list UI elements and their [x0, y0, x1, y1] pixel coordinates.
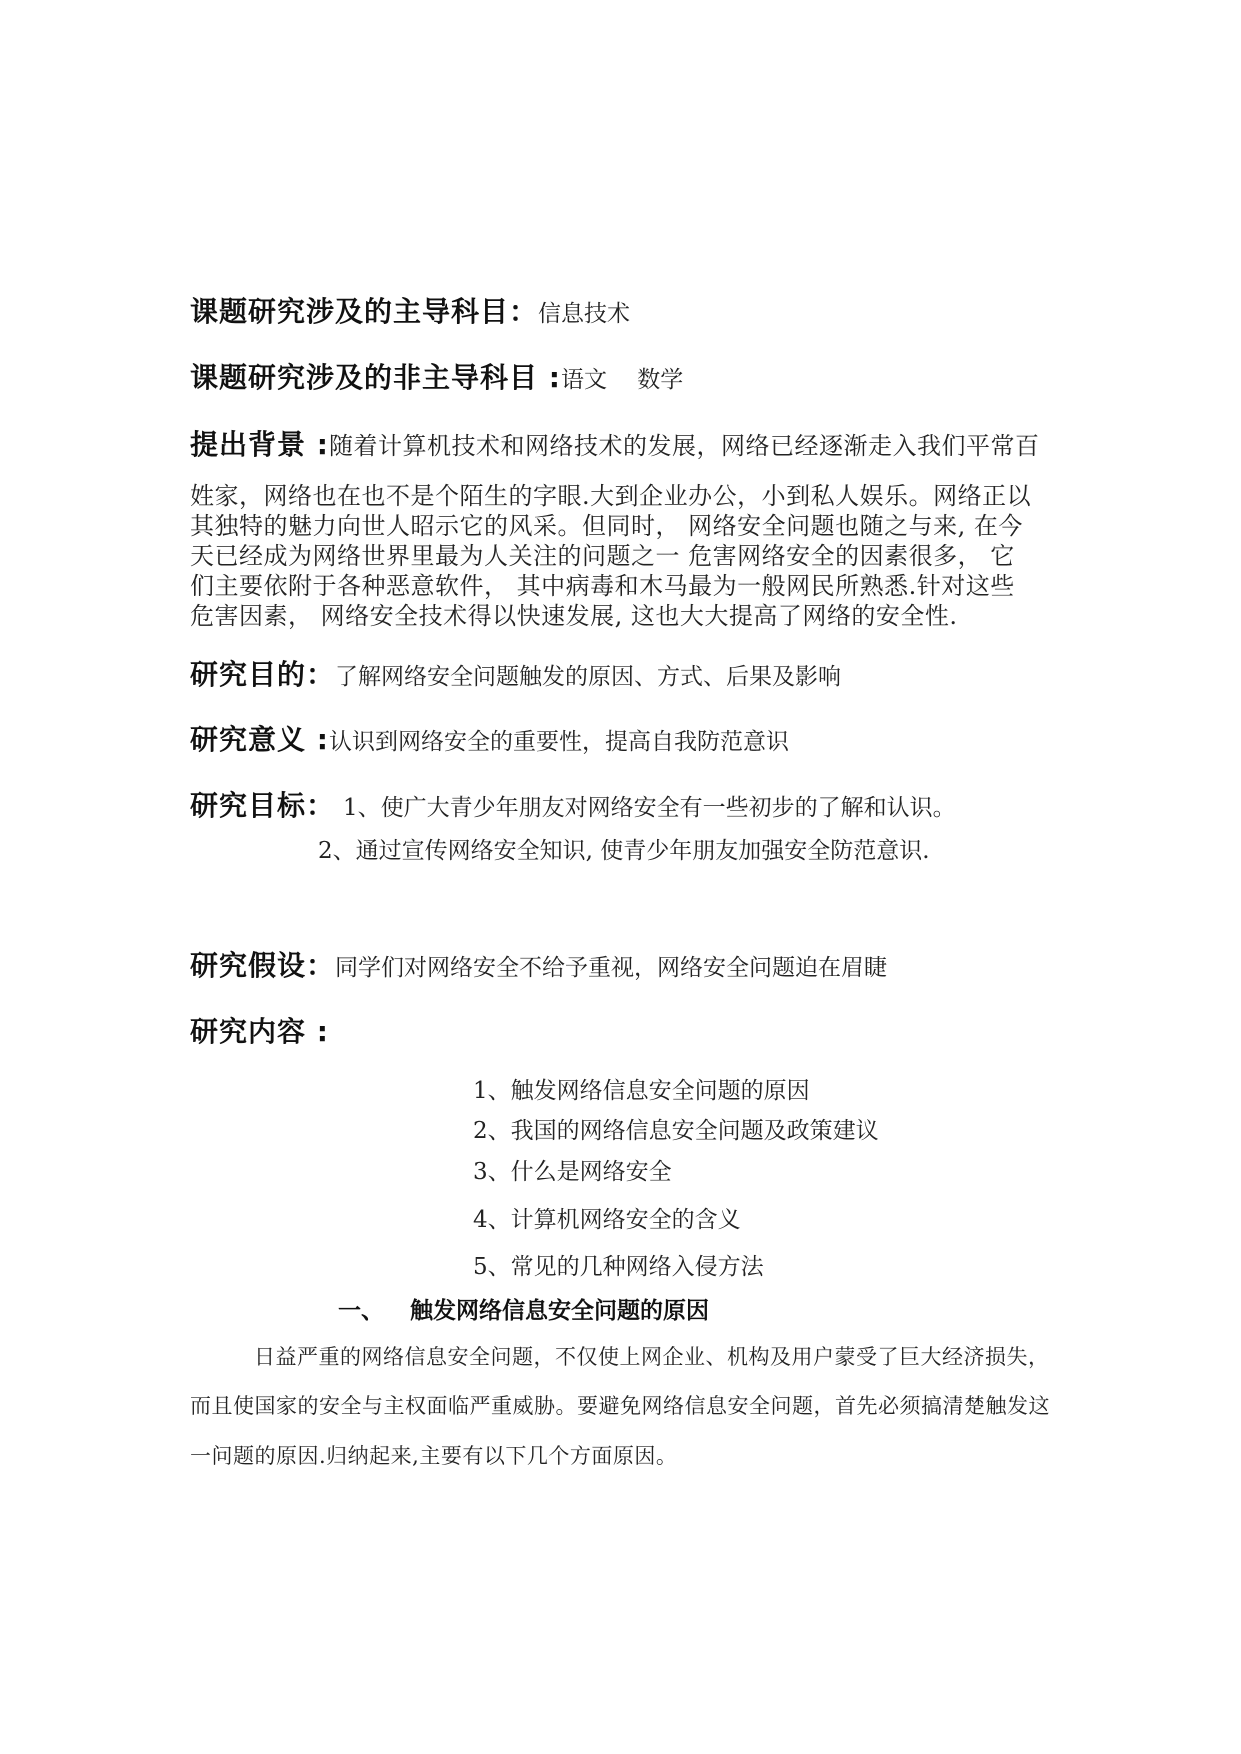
significance-label: 研究意义 :	[190, 723, 329, 756]
goal-item-1: 1、使广大青少年朋友对网络安全有一些初步的了解和认识。	[343, 795, 956, 821]
background-line-4: 天已经成为网络世界里最为人关注的问题之一 危害网络安全的因素很多， 它	[190, 542, 1015, 570]
content-item-3: 3、什么是网络安全	[473, 1159, 672, 1185]
significance-value: 认识到网络安全的重要性，提高自我防范意识	[328, 729, 789, 755]
hypothesis-value: 同学们对网络安全不给予重视，网络安全问题迫在眉睫	[335, 955, 888, 981]
section-number: 一、	[338, 1298, 384, 1324]
background-row	[190, 423, 1039, 463]
content-item-2: 2、我国的网络信息安全问题及政策建议	[473, 1118, 879, 1144]
minor-subject-label: 课题研究涉及的非主导科目 :	[190, 361, 561, 394]
background-line-3: 其独特的魅力向世人昭示它的风采。但同时， 网络安全问题也随之与来, 在今	[190, 512, 1023, 540]
goals-label: 研究目标：	[190, 789, 336, 822]
main-subject-label: 课题研究涉及的主导科目：	[190, 295, 539, 328]
section-heading	[338, 1292, 709, 1325]
minor-subject-value: 语文 数学	[560, 367, 684, 393]
section-title: 触发网络信息安全问题的原因	[410, 1298, 709, 1324]
background-line-5: 们主要依附于各种恶意软件， 其中病毒和木马最为一般网民所熟悉.针对这些	[190, 572, 1015, 600]
section-paragraph-line-1: 日益严重的网络信息安全问题，不仅使上网企业、机构及用户蒙受了巨大经济损失，	[254, 1345, 1050, 1369]
content-item-5: 5、常见的几种网络入侵方法	[473, 1254, 764, 1280]
hypothesis-label: 研究假设：	[190, 949, 336, 982]
main-subject-row	[190, 290, 630, 330]
purpose-row	[190, 653, 841, 693]
background-line-6: 危害因素， 网络安全技术得以快速发展, 这也大大提高了网络的安全性.	[190, 602, 958, 630]
goal-item-2: 2、通过宣传网络安全知识, 使青少年朋友加强安全防范意识.	[318, 838, 930, 864]
main-subject-value: 信息技术	[538, 301, 631, 327]
background-line-2: 姓家，网络也在也不是个陌生的字眼.大到企业办公，小到私人娱乐。网络正以	[190, 482, 1032, 510]
hypothesis-row	[190, 944, 887, 984]
section-paragraph-line-3: 一问题的原因.归纳起来,主要有以下几个方面原因。	[190, 1444, 678, 1468]
minor-subject-row	[190, 356, 683, 396]
goals-row	[190, 784, 956, 824]
purpose-value: 了解网络安全问题触发的原因、方式、后果及影响	[335, 664, 842, 690]
section-paragraph-line-2: 而且使国家的安全与主权面临严重威胁。要避免网络信息安全问题，首先必须搞清楚触发这	[190, 1394, 1050, 1418]
background-line-1: 随着计算机技术和网络技术的发展，网络已经逐渐走入我们平常百	[328, 432, 1040, 460]
content-item-1: 1、触发网络信息安全问题的原因	[473, 1078, 810, 1104]
content-item-4: 4、计算机网络安全的含义	[473, 1207, 741, 1233]
purpose-label: 研究目的：	[190, 658, 336, 691]
background-label: 提出背景 :	[190, 428, 329, 461]
content-label: 研究内容 :	[190, 1015, 329, 1048]
significance-row	[190, 718, 789, 758]
